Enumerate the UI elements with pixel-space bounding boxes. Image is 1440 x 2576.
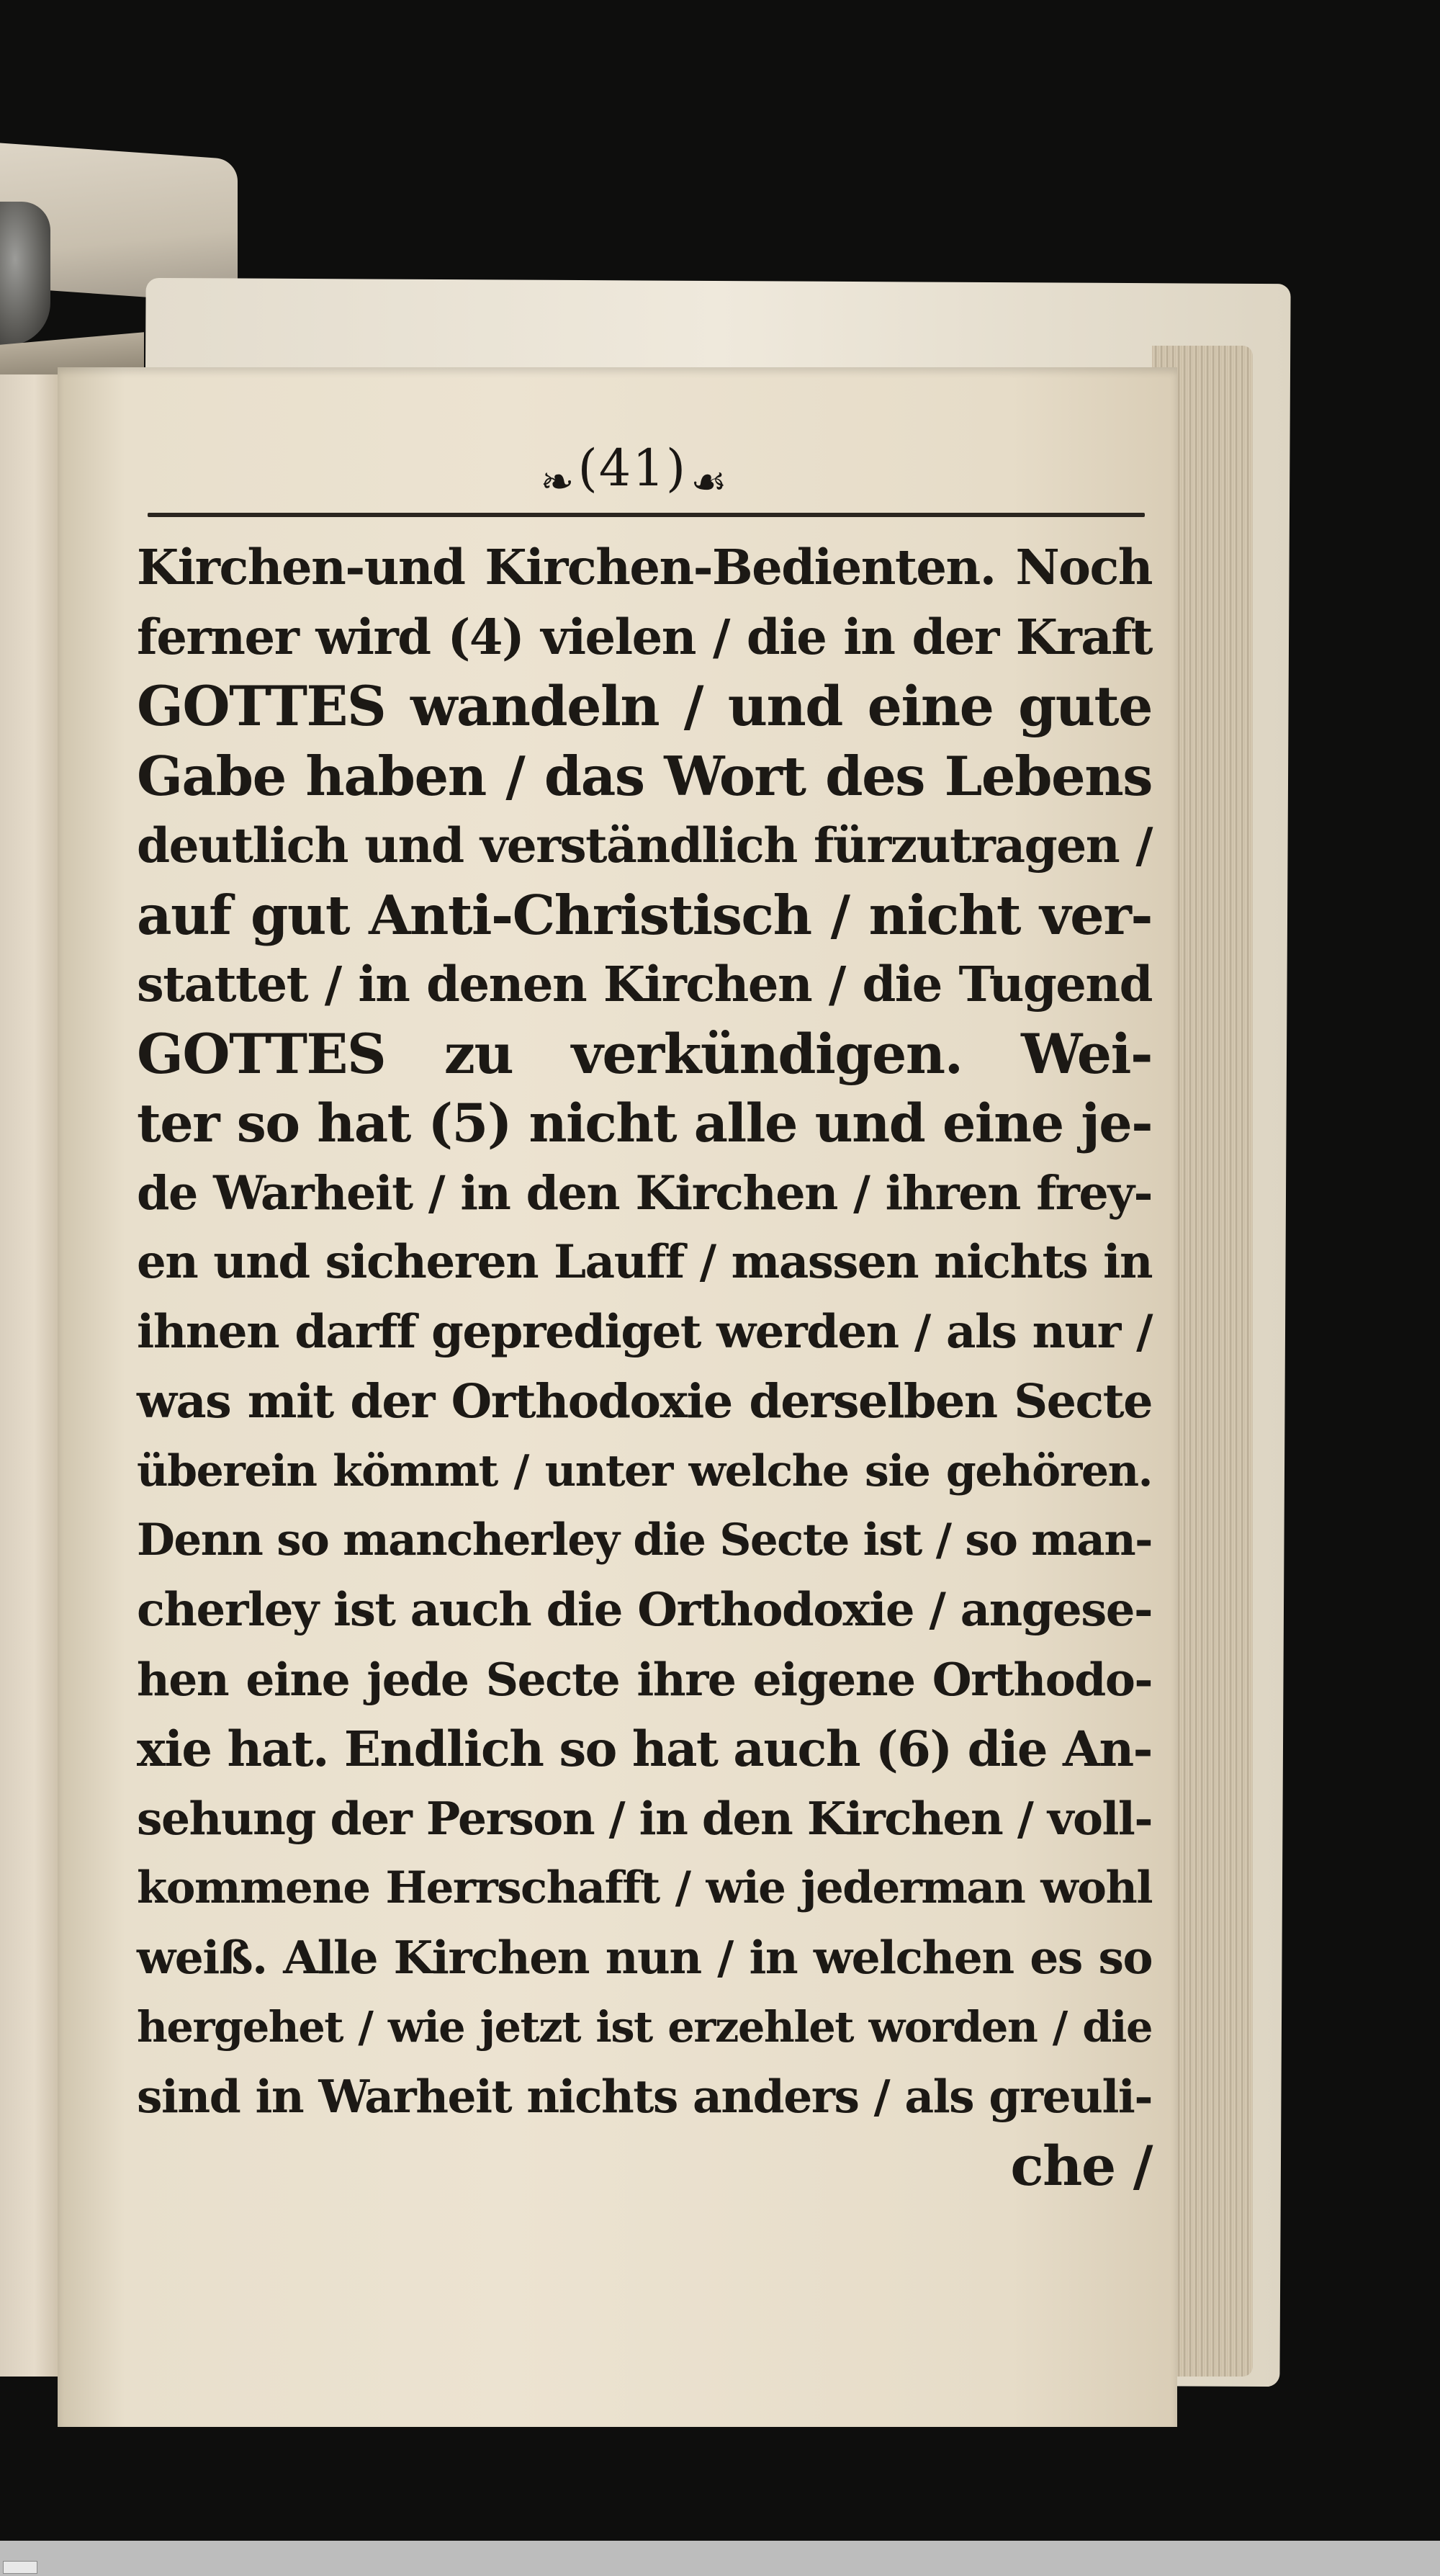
text-line: de Warheit / in den Kirchen / ihren frey-: [137, 1165, 1152, 1221]
text-line: GOTTES zu verkündigen. Wei-: [137, 1021, 1152, 1086]
text-line: sind in Warheit nichts anders / als greuli-: [137, 2070, 1152, 2123]
ornament-left-icon: ❧: [540, 459, 575, 506]
text-line: überein kömmt / unter welche sie gehören.: [137, 1445, 1152, 1496]
text-line: hergehet / wie jetzt ist erzehlet worden / die: [137, 2001, 1152, 2052]
text-line: ihnen darff geprediget werden / als nur /: [137, 1304, 1152, 1359]
book-clasp: [0, 202, 50, 346]
text-line: Gabe haben / das Wort des Lebens: [137, 744, 1152, 808]
left-page-edge: [0, 374, 58, 2377]
text-line: Denn so mancherley die Secte ist / so man-: [137, 1514, 1152, 1566]
text-line: cherley ist auch die Orthodoxie / angese-: [137, 1582, 1152, 1637]
text-line: stattet / in denen Kirchen / die Tugend: [137, 956, 1152, 1013]
header-rule: [148, 513, 1145, 517]
text-line: GOTTES wandeln / und eine gute: [137, 674, 1152, 738]
page-number: (41): [577, 439, 688, 498]
text-line: ter so hat (5) nicht alle und eine je-: [137, 1092, 1152, 1154]
text-line: sehung der Person / in den Kirchen / voll-: [137, 1792, 1152, 1845]
catchword: che /: [1010, 2133, 1152, 2198]
text-line: hen eine jede Secte ihre eigene Orthodo-: [137, 1653, 1152, 1706]
text-line: ferner wird (4) vielen / die in der Kraft: [137, 608, 1152, 665]
text-line: Kirchen-und Kirchen-Bedienten. Noch: [137, 539, 1152, 596]
text-line: kommene Herrschafft / wie jederman wohl: [137, 1862, 1152, 1913]
ornament-right-icon: ☙: [690, 459, 727, 506]
page-text: [137, 533, 1152, 2201]
viewer-logo: [3, 2561, 37, 2574]
text-line: en und sicheren Lauff / massen nichts in: [137, 1235, 1152, 1289]
text-line: xie hat. Endlich so hat auch (6) die An-: [137, 1720, 1152, 1777]
text-line: deutlich und verständlich fürzutragen /: [137, 817, 1152, 874]
text-line: auf gut Anti-Christisch / nicht ver-: [137, 883, 1152, 947]
text-line: weiß. Alle Kirchen nun / in welchen es so: [137, 1931, 1152, 1984]
text-line: was mit der Orthodoxie derselben Secte: [137, 1374, 1152, 1429]
viewer-bottom-strip: [0, 2541, 1440, 2576]
page-header: [490, 436, 778, 506]
